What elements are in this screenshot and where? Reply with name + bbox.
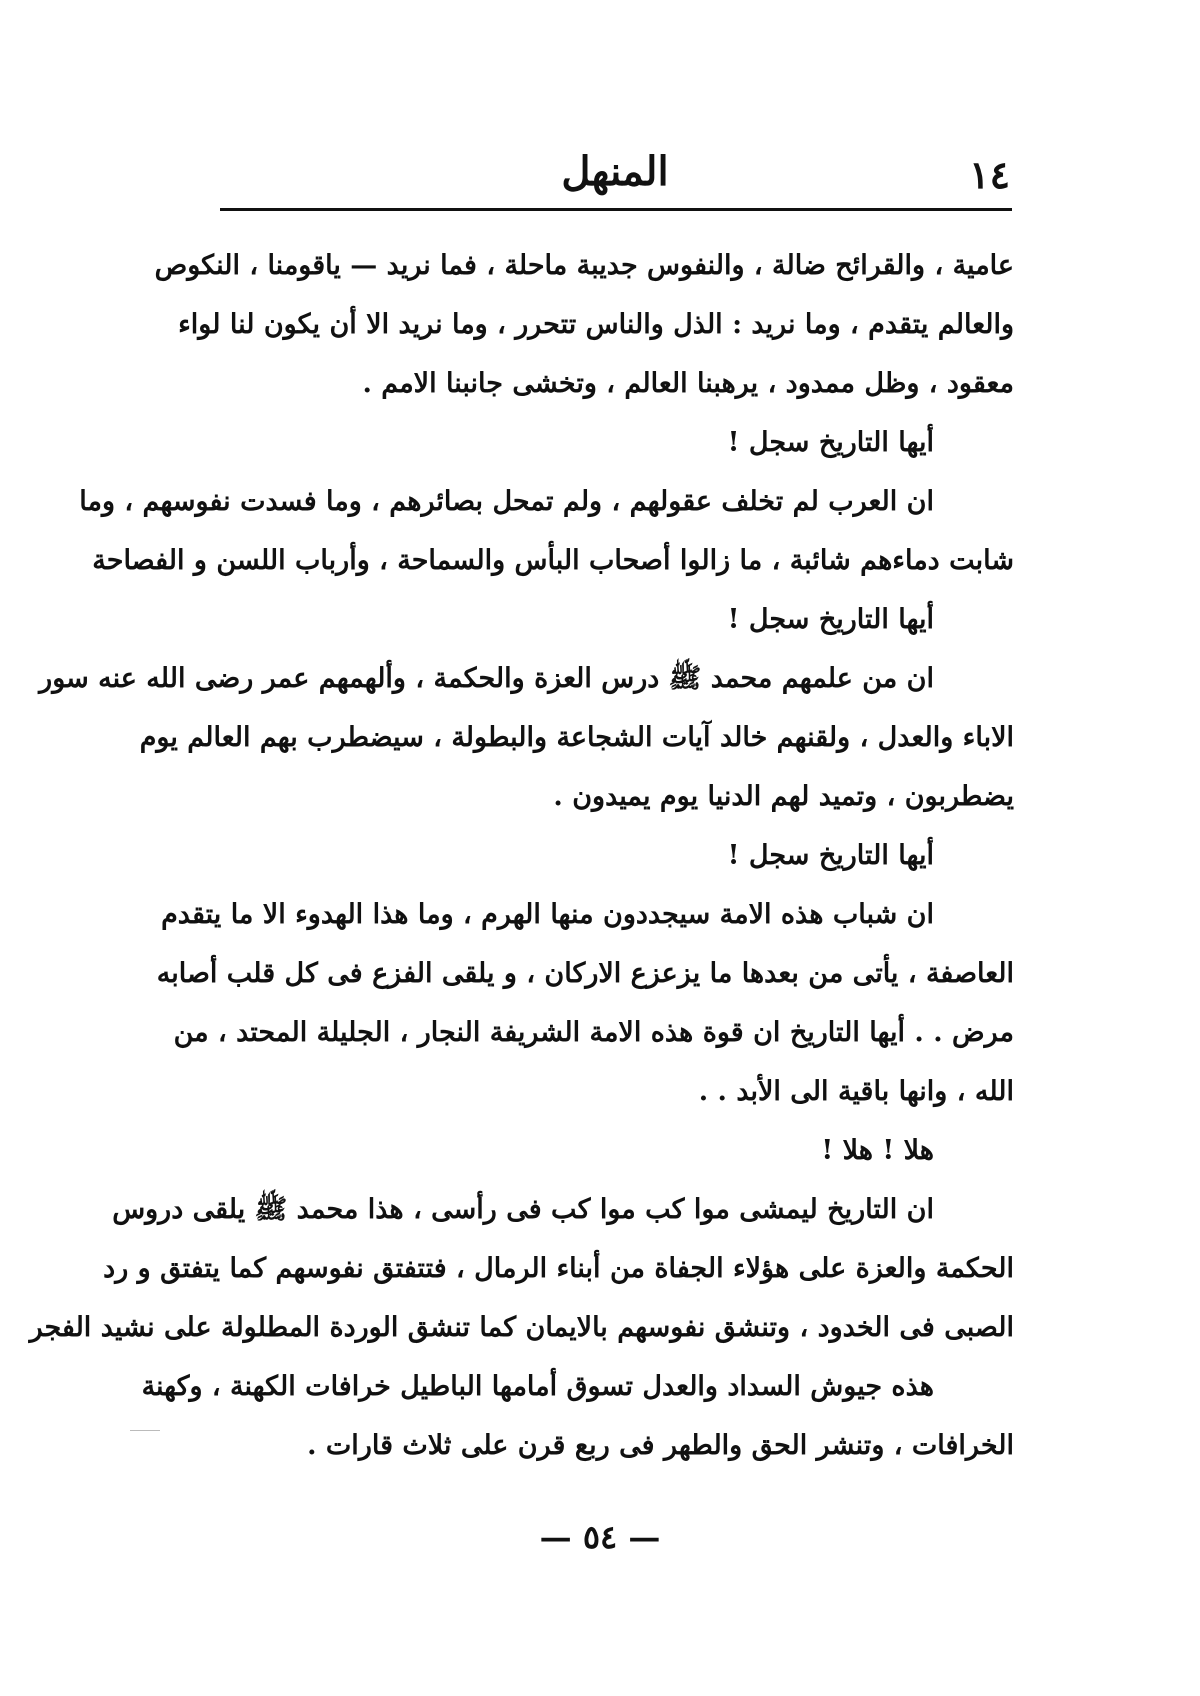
- running-title: المنهل: [561, 148, 669, 195]
- refrain-line: أيها التاريخ سجل !: [727, 427, 934, 458]
- header-page-number: ١٤: [969, 152, 1010, 197]
- running-header: [220, 148, 1010, 208]
- refrain-line: أيها التاريخ سجل !: [727, 604, 934, 635]
- text-line: هذه جيوش السداد والعدل تسوق أمامها الباطيل خرافات الكهنة ، وكهنة: [141, 1371, 934, 1402]
- text-line: ان العرب لم تخلف عقولهم ، ولم تمحل بصائرهم ، وما فسدت نفوسهم ، وما: [79, 486, 934, 517]
- text-line: الصبى فى الخدود ، وتنشق نفوسهم بالايمان كما تنشق الوردة المطلولة على نشيد الفجر: [29, 1312, 1014, 1343]
- text-line: الخرافات ، وتنشر الحق والطهر فى ربع قرن على ثلاث قارات .: [307, 1430, 1014, 1461]
- text-line: عامية ، والقرائح ضالة ، والنفوس جديبة ماحلة ، فما نريد — ياقومنا ، النكوص: [154, 250, 1014, 281]
- text-line: ان من علمهم محمد ﷺ درس العزة والحكمة ، وألهمهم عمر رضى الله عنه سور: [39, 663, 934, 694]
- header-divider: [220, 208, 1012, 211]
- exclamation-line: هلا ! هلا !: [821, 1135, 934, 1166]
- footer-page-number: — ٥٤ —: [539, 1518, 661, 1556]
- text-line: مرض . . أيها التاريخ ان قوة هذه الامة الشريفة النجار ، الجليلة المحتد ، من: [173, 1017, 1014, 1048]
- text-line: ان التاريخ ليمشى موا كب موا كب فى رأسى ، هذا محمد ﷺ يلقى دروس: [112, 1194, 934, 1225]
- text-line: الحكمة والعزة على هؤلاء الجفاة من أبناء الرمال ، فتتفتق نفوسهم كما يتفتق و رد: [103, 1253, 1014, 1284]
- text-line: الاباء والعدل ، ولقنهم خالد آيات الشجاعة والبطولة ، سيضطرب بهم العالم يوم: [139, 722, 1014, 753]
- text-line: والعالم يتقدم ، وما نريد : الذل والناس تتحرر ، وما نريد الا أن يكون لنا لواء: [178, 309, 1014, 340]
- body-text: [29, 236, 1014, 1475]
- margin-mark: [130, 1430, 160, 1431]
- refrain-line: أيها التاريخ سجل !: [727, 840, 934, 871]
- text-line: الله ، وانها باقية الى الأبد . .: [698, 1076, 1014, 1107]
- text-line: شابت دماءهم شائبة ، ما زالوا أصحاب البأس والسماحة ، وأرباب اللسن و الفصاحة: [92, 545, 1014, 576]
- text-line: معقود ، وظل ممدود ، يرهبنا العالم ، وتخشى جانبنا الامم .: [362, 368, 1014, 399]
- text-line: يضطربون ، وتميد لهم الدنيا يوم يميدون .: [553, 781, 1014, 812]
- text-line: العاصفة ، يأتى من بعدها ما يزعزع الاركان ، و يلقى الفزع فى كل قلب أصابه: [156, 958, 1014, 989]
- text-line: ان شباب هذه الامة سيجددون منها الهرم ، وما هذا الهدوء الا ما يتقدم: [161, 899, 934, 930]
